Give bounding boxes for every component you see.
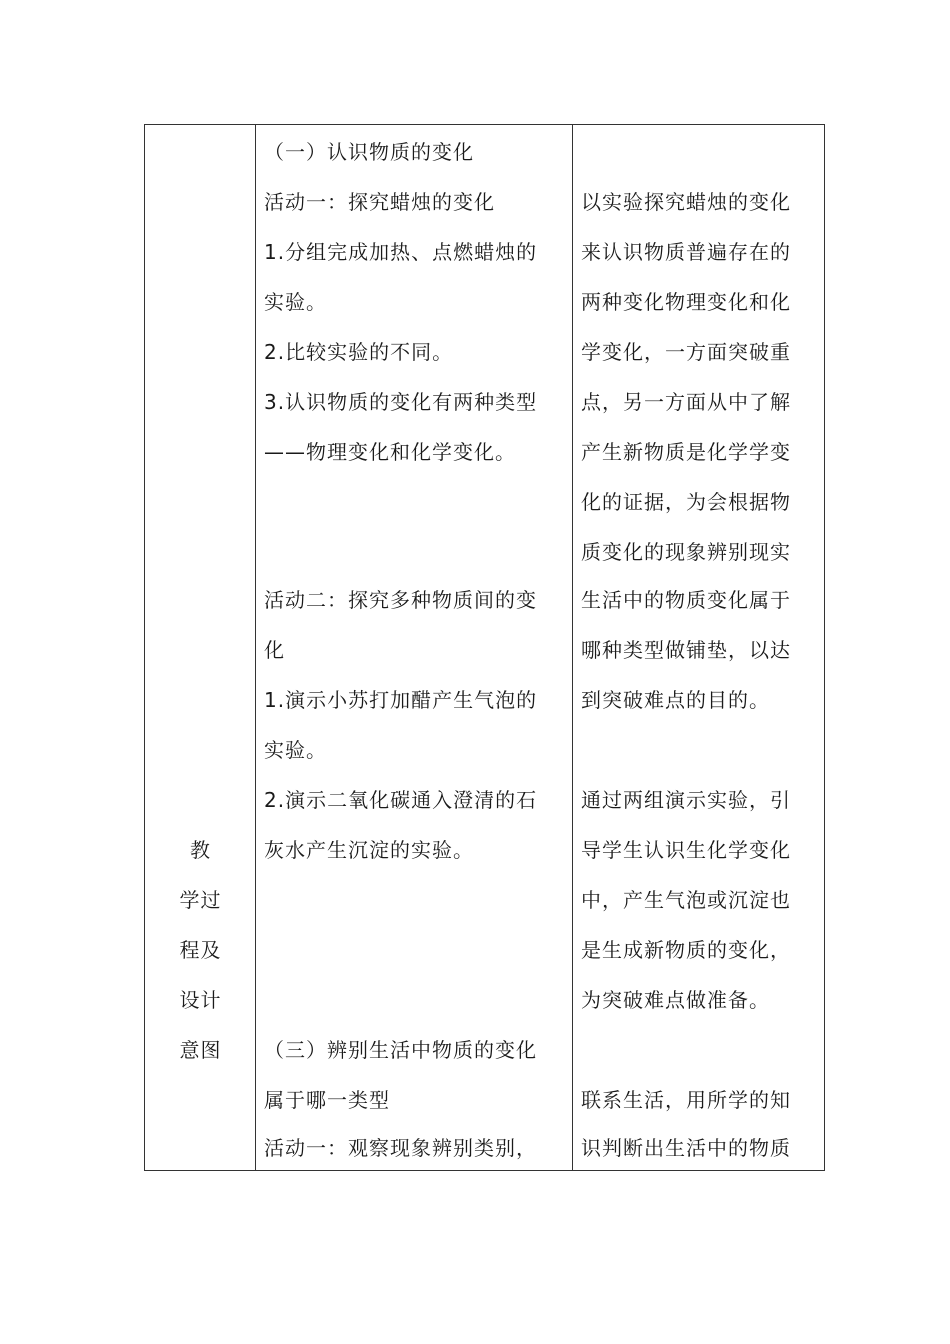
row-label-line: 意图 (179, 1038, 222, 1062)
row-label-line: 学过 (179, 888, 222, 912)
intent-line: 导学生认识生化学变化 (581, 838, 791, 862)
process-line: 灰水产生沉淀的实验。 (264, 838, 474, 862)
row-label-line: 教 (190, 838, 211, 862)
process-line: 实验。 (264, 738, 327, 762)
process-line: 2.比较实验的不同。 (264, 340, 454, 364)
process-line: 2.演示二氧化碳通入澄清的石 (264, 788, 538, 812)
intent-line: 以实验探究蜡烛的变化 (581, 190, 791, 214)
intent-line: 点，另一方面从中了解 (581, 390, 791, 414)
intent-line: 到突破难点的目的。 (581, 688, 770, 712)
intent-line: 化的证据，为会根据物 (581, 490, 791, 514)
process-line: 实验。 (264, 290, 327, 314)
process-line: （一）认识物质的变化 (264, 140, 474, 164)
intent-line: 哪种类型做铺垫，以达 (581, 638, 791, 662)
row-label-line: 程及 (179, 938, 222, 962)
intent-line: 产生新物质是化学学变 (581, 440, 791, 464)
intent-line: 识判断出生活中的物质 (581, 1136, 791, 1160)
intent-line: 两种变化物理变化和化 (581, 290, 791, 314)
intent-line: 中，产生气泡或沉淀也 (581, 888, 791, 912)
intent-line: 学变化，一方面突破重 (581, 340, 791, 364)
process-line: 3.认识物质的变化有两种类型 (264, 390, 538, 414)
intent-line: 来认识物质普遍存在的 (581, 240, 791, 264)
lesson-plan-table (144, 124, 825, 1171)
process-line: 活动一：探究蜡烛的变化 (264, 190, 495, 214)
intent-line: 生活中的物质变化属于 (581, 588, 791, 612)
row-label-cell (145, 125, 256, 1170)
process-line: 1.分组完成加热、点燃蜡烛的 (264, 240, 538, 264)
intent-line: 是生成新物质的变化， (581, 938, 791, 962)
intent-line: 为突破难点做准备。 (581, 988, 770, 1012)
process-line: 化 (264, 638, 285, 662)
process-line: 活动二：探究多种物质间的变 (264, 588, 537, 612)
process-cell (256, 125, 573, 1170)
process-line: ——物理变化和化学变化。 (264, 440, 516, 464)
intent-line: 质变化的现象辨别现实 (581, 540, 791, 564)
process-line: 1.演示小苏打加醋产生气泡的 (264, 688, 538, 712)
intent-line: 联系生活，用所学的知 (581, 1088, 791, 1112)
process-line: 属于哪一类型 (264, 1088, 390, 1112)
process-line: 活动一：观察现象辨别类别， (264, 1136, 537, 1160)
intent-cell (573, 125, 826, 1170)
intent-line: 通过两组演示实验，引 (581, 788, 791, 812)
row-label-line: 设计 (179, 988, 222, 1012)
process-line: （三）辨别生活中物质的变化 (264, 1038, 537, 1062)
